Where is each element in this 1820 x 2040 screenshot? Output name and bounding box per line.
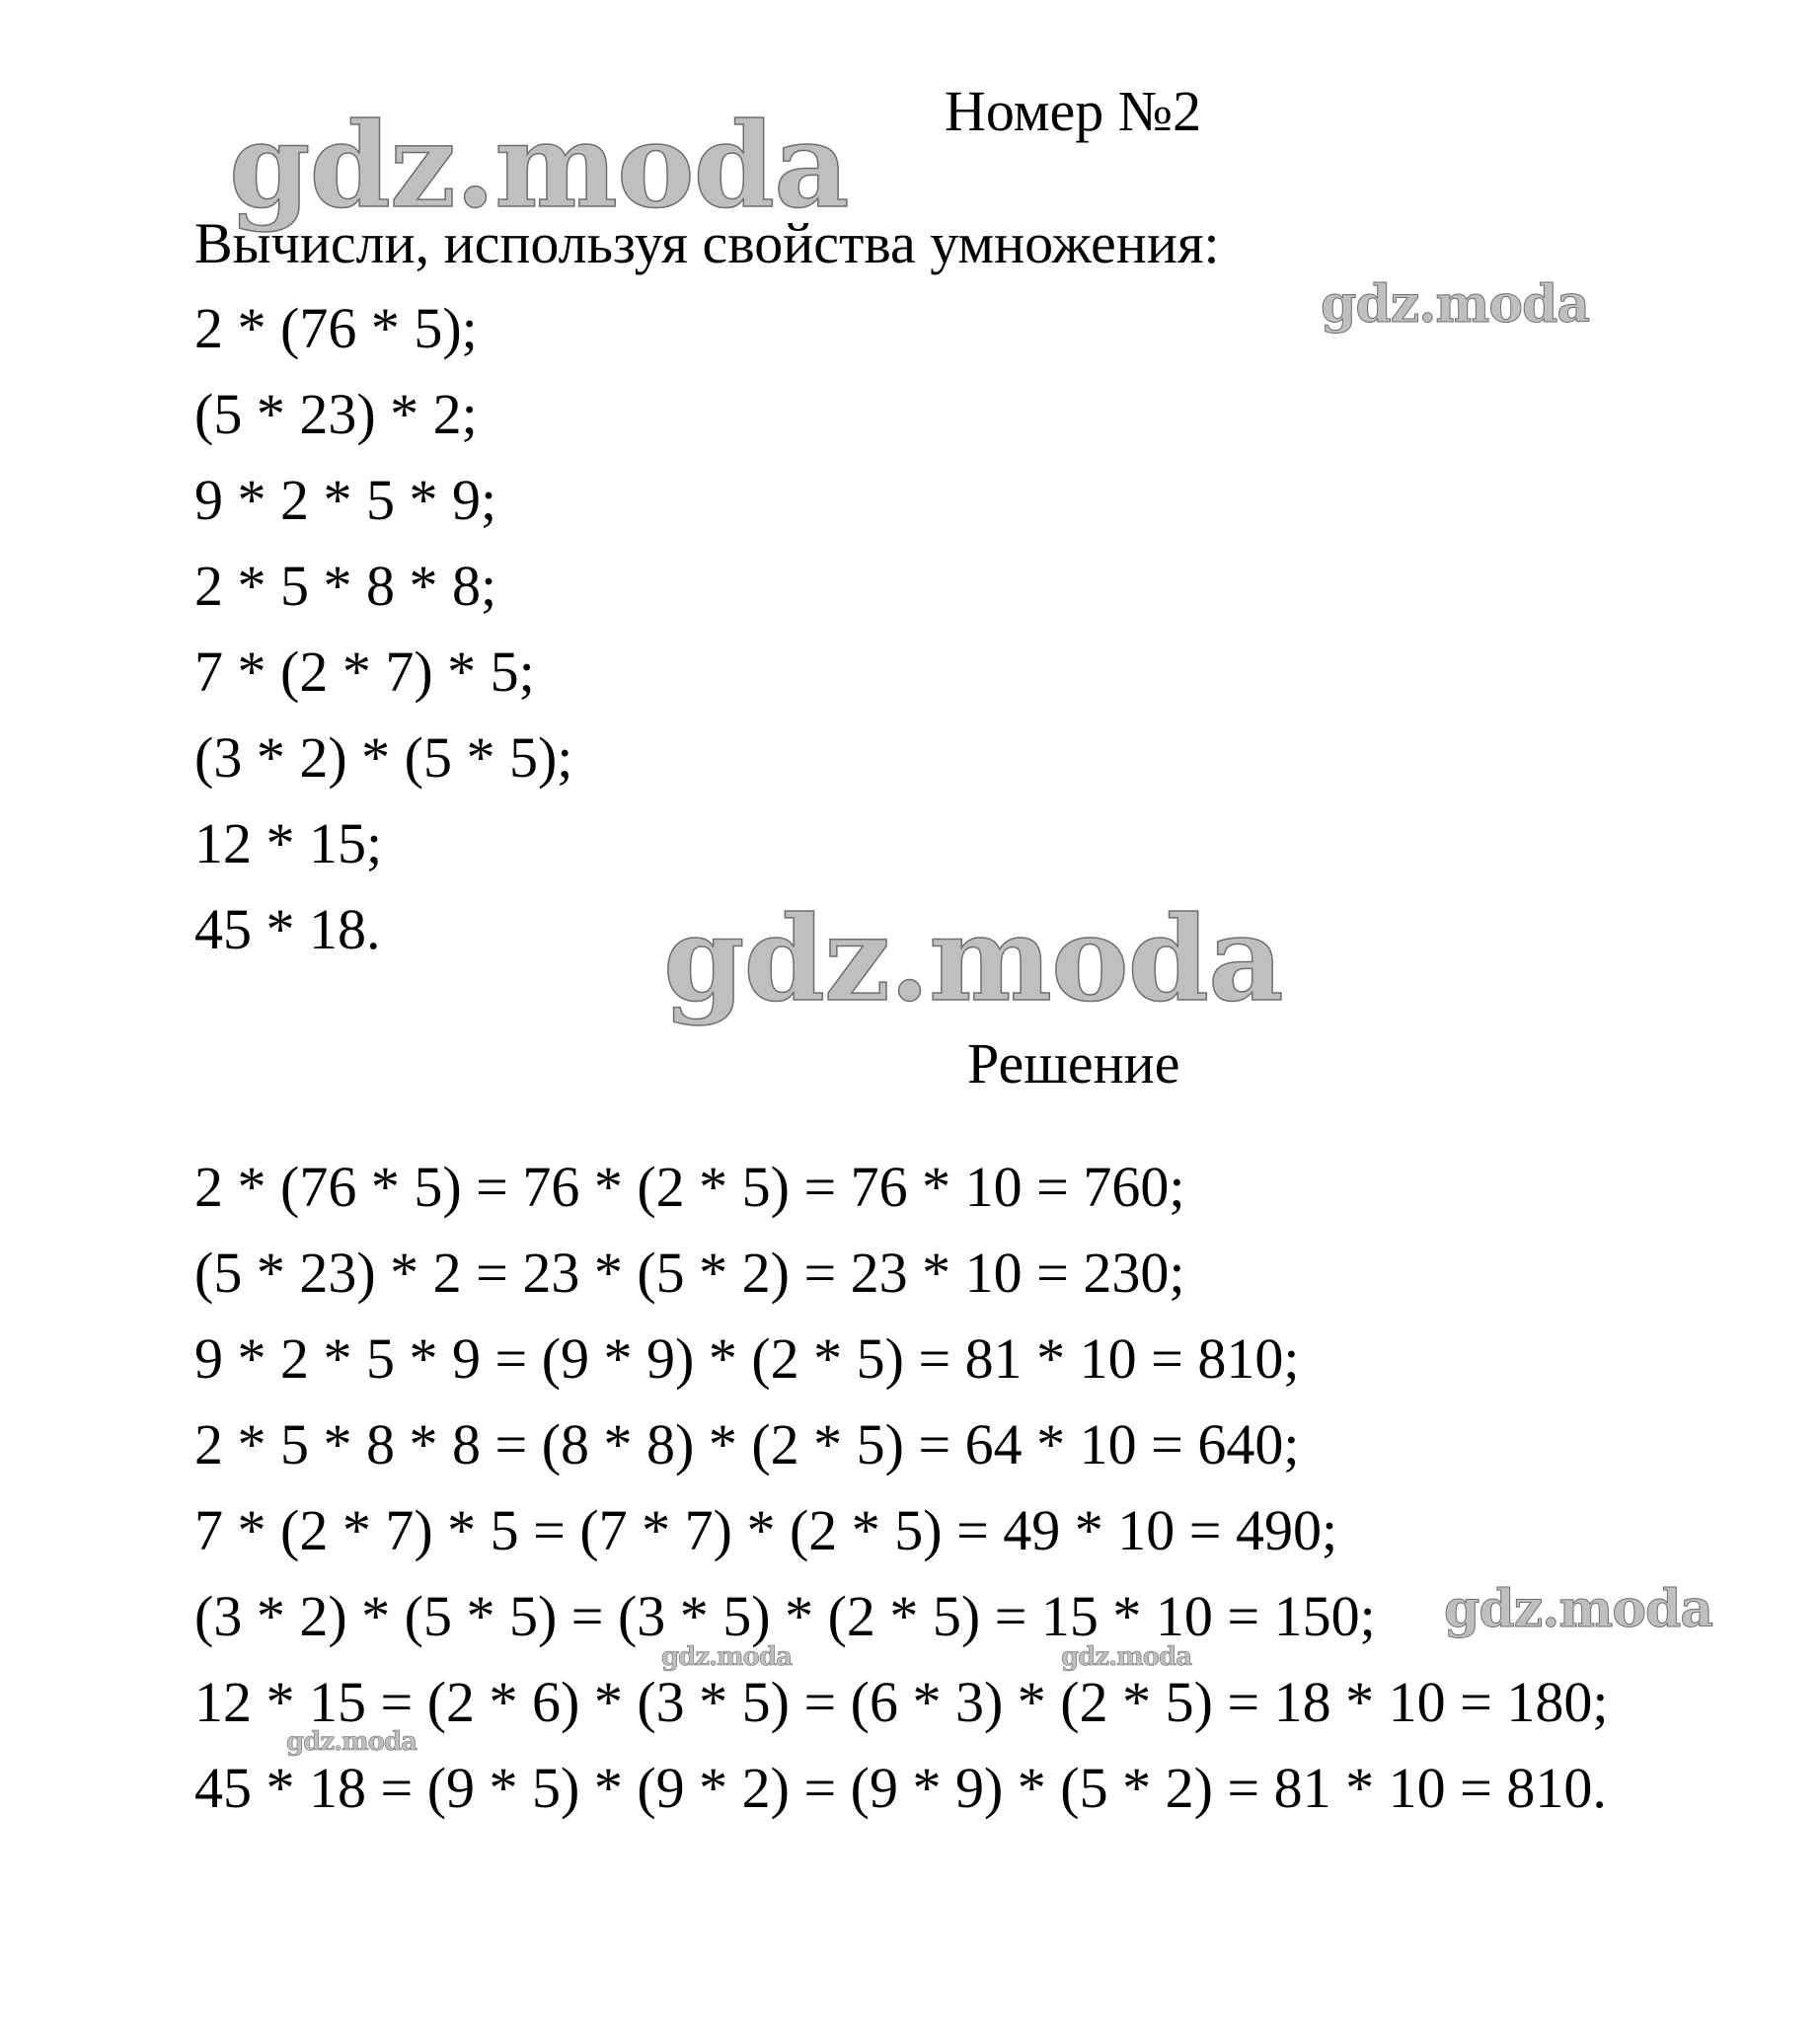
solution-line: 9 * 2 * 5 * 9 = (9 * 9) * (2 * 5) = 81 * 10 = 810; bbox=[194, 1326, 1300, 1391]
task-expression: 7 * (2 * 7) * 5; bbox=[194, 640, 535, 704]
watermark-logo: gdz.moda bbox=[663, 890, 1283, 1027]
task-expression: 2 * 5 * 8 * 8; bbox=[194, 554, 497, 618]
solution-line: 12 * 15 = (2 * 6) * (3 * 5) = (6 * 3) * (2 * 5) = 18 * 10 = 180; bbox=[194, 1670, 1609, 1734]
watermark-logo: gdz.moda bbox=[1444, 1579, 1713, 1639]
solution-line: 2 * 5 * 8 * 8 = (8 * 8) * (2 * 5) = 64 * 10 = 640; bbox=[194, 1412, 1300, 1476]
solution-line: 45 * 18 = (9 * 5) * (9 * 2) = (9 * 9) * (5 * 2) = 81 * 10 = 810. bbox=[194, 1756, 1607, 1820]
solution-heading: Решение bbox=[967, 1031, 1180, 1096]
task-expression: 2 * (76 * 5); bbox=[194, 296, 478, 360]
task-expression: 12 * 15; bbox=[194, 811, 383, 875]
task-instruction: Вычисли, используя свойства умножения: bbox=[194, 211, 1220, 275]
task-expression: 9 * 2 * 5 * 9; bbox=[194, 468, 497, 532]
solution-line: (5 * 23) * 2 = 23 * (5 * 2) = 23 * 10 = 230; bbox=[194, 1241, 1185, 1305]
watermark-logo: gdz.moda bbox=[286, 1727, 417, 1757]
watermark-logo: gdz.moda bbox=[229, 97, 849, 234]
watermark-logo: gdz.moda bbox=[661, 1642, 793, 1672]
watermark-logo: gdz.moda bbox=[1061, 1642, 1192, 1672]
solution-line: 7 * (2 * 7) * 5 = (7 * 7) * (2 * 5) = 49 * 10 = 490; bbox=[194, 1498, 1338, 1562]
solution-line: (3 * 2) * (5 * 5) = (3 * 5) * (2 * 5) = 15 * 10 = 150; bbox=[194, 1584, 1376, 1648]
solution-line: 2 * (76 * 5) = 76 * (2 * 5) = 76 * 10 = 760; bbox=[194, 1155, 1185, 1219]
task-expression: 45 * 18. bbox=[194, 897, 381, 961]
page-title: Номер №2 bbox=[945, 79, 1202, 143]
task-expression: (3 * 2) * (5 * 5); bbox=[194, 725, 573, 790]
task-expression: (5 * 23) * 2; bbox=[194, 382, 478, 446]
watermark-logo: gdz.moda bbox=[1321, 274, 1590, 335]
